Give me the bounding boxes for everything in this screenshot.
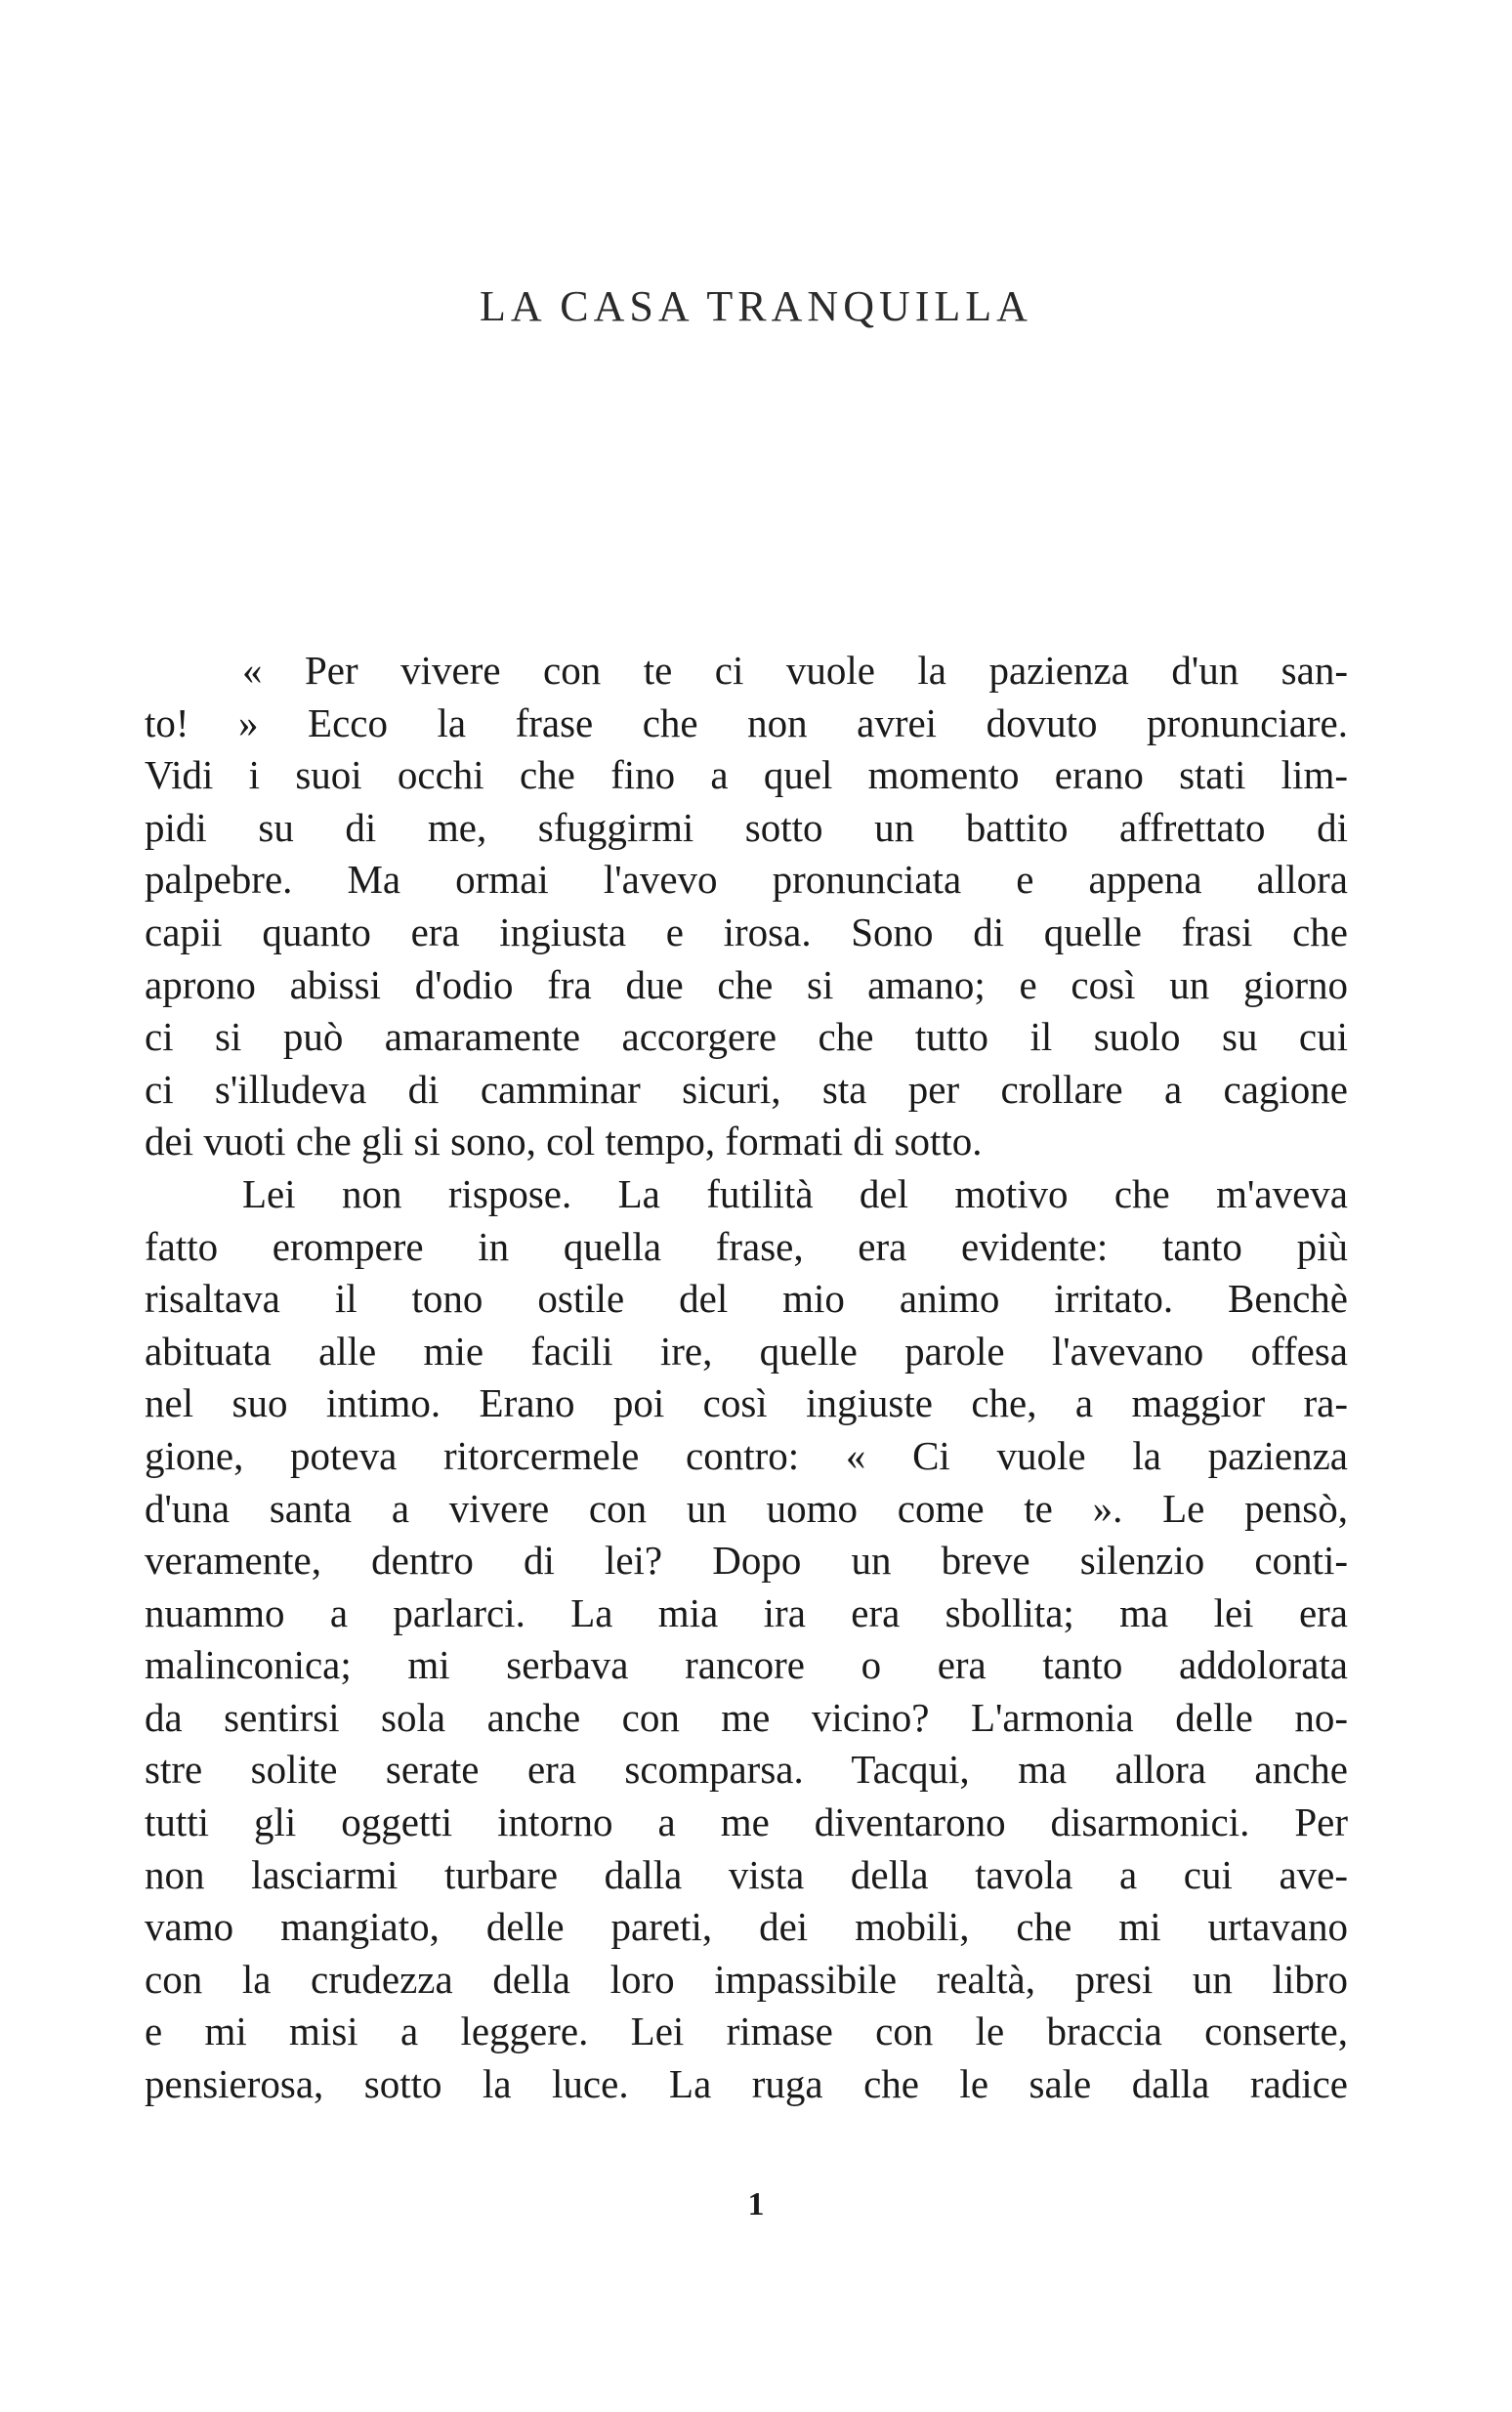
text-line: nuammo a parlarci. La mia ira era sbollita; ma lei era <box>145 1589 1348 1635</box>
paragraph <box>145 645 1348 1168</box>
text-line: « Per vivere con te ci vuole la pazienza d'un san- <box>242 648 1348 693</box>
text-line: tutti gli oggetti intorno a me diventarono disarmonici. Per <box>145 1799 1348 1845</box>
text-line: malinconica; mi serbava rancore o era tanto addolorata <box>145 1642 1348 1688</box>
text-line: pidi su di me, sfuggirmi sotto un battito affrettato di <box>145 804 1348 850</box>
text-line: abituata alle mie facili ire, quelle parole l'avevano offesa <box>145 1328 1348 1374</box>
page-number: 1 <box>747 2186 765 2222</box>
text-line: d'una santa a vivere con un uomo come te ». Le pensò, <box>145 1485 1348 1531</box>
body-text <box>145 645 1348 2111</box>
text-line: pensierosa, sotto la luce. La ruga che le sale dalla radice <box>145 2061 1348 2107</box>
text-line: risaltava il tono ostile del mio animo irritato. Benchè <box>145 1276 1348 1322</box>
text-line: Lei non rispose. La futilità del motivo che m'aveva <box>242 1170 1348 1216</box>
text-line: stre solite serate era scomparsa. Tacqui, ma allora anche <box>145 1747 1348 1793</box>
text-line: ci si può amaramente accorgere che tutto il suolo su cui <box>145 1014 1348 1060</box>
text-line: con la crudezza della loro impassibile realtà, presi un libro <box>145 1956 1348 2002</box>
text-line: vamo mangiato, delle pareti, dei mobili, che mi urtavano <box>145 1904 1348 1950</box>
text-line: fatto erompere in quella frase, era evidente: tanto più <box>145 1223 1348 1269</box>
text-line: e mi misi a leggere. Lei rimase con le braccia conserte, <box>145 2009 1348 2054</box>
text-line: non lasciarmi turbare dalla vista della tavola a cui ave- <box>145 1851 1348 1897</box>
paragraph <box>145 1168 1348 2111</box>
text-line: to! » Ecco la frase che non avrei dovuto pronunciare. <box>145 699 1348 745</box>
text-line: veramente, dentro di lei? Dopo un breve silenzio conti- <box>145 1538 1348 1584</box>
chapter-title: LA CASA TRANQUILLA <box>480 282 1032 330</box>
text-line: palpebre. Ma ormai l'avevo pronunciata e appena allora <box>145 857 1348 903</box>
text-line: aprono abissi d'odio fra due che si amano; e così un giorno <box>145 961 1348 1007</box>
text-line: ci s'illudeva di camminar sicuri, sta per crollare a cagione <box>145 1066 1348 1112</box>
text-line: dei vuoti che gli si sono, col tempo, formati di sotto. <box>145 1119 983 1164</box>
text-line: Vidi i suoi occhi che fino a quel momento erano stati lim- <box>145 752 1348 798</box>
text-line: gione, poteva ritorcermele contro: « Ci vuole la pazienza <box>145 1432 1348 1478</box>
text-line: da sentirsi sola anche con me vicino? L'armonia delle no- <box>145 1694 1348 1740</box>
text-line: capii quanto era ingiusta e irosa. Sono di quelle frasi che <box>145 909 1348 954</box>
text-line: nel suo intimo. Erano poi così ingiuste che, a maggior ra- <box>145 1380 1348 1426</box>
